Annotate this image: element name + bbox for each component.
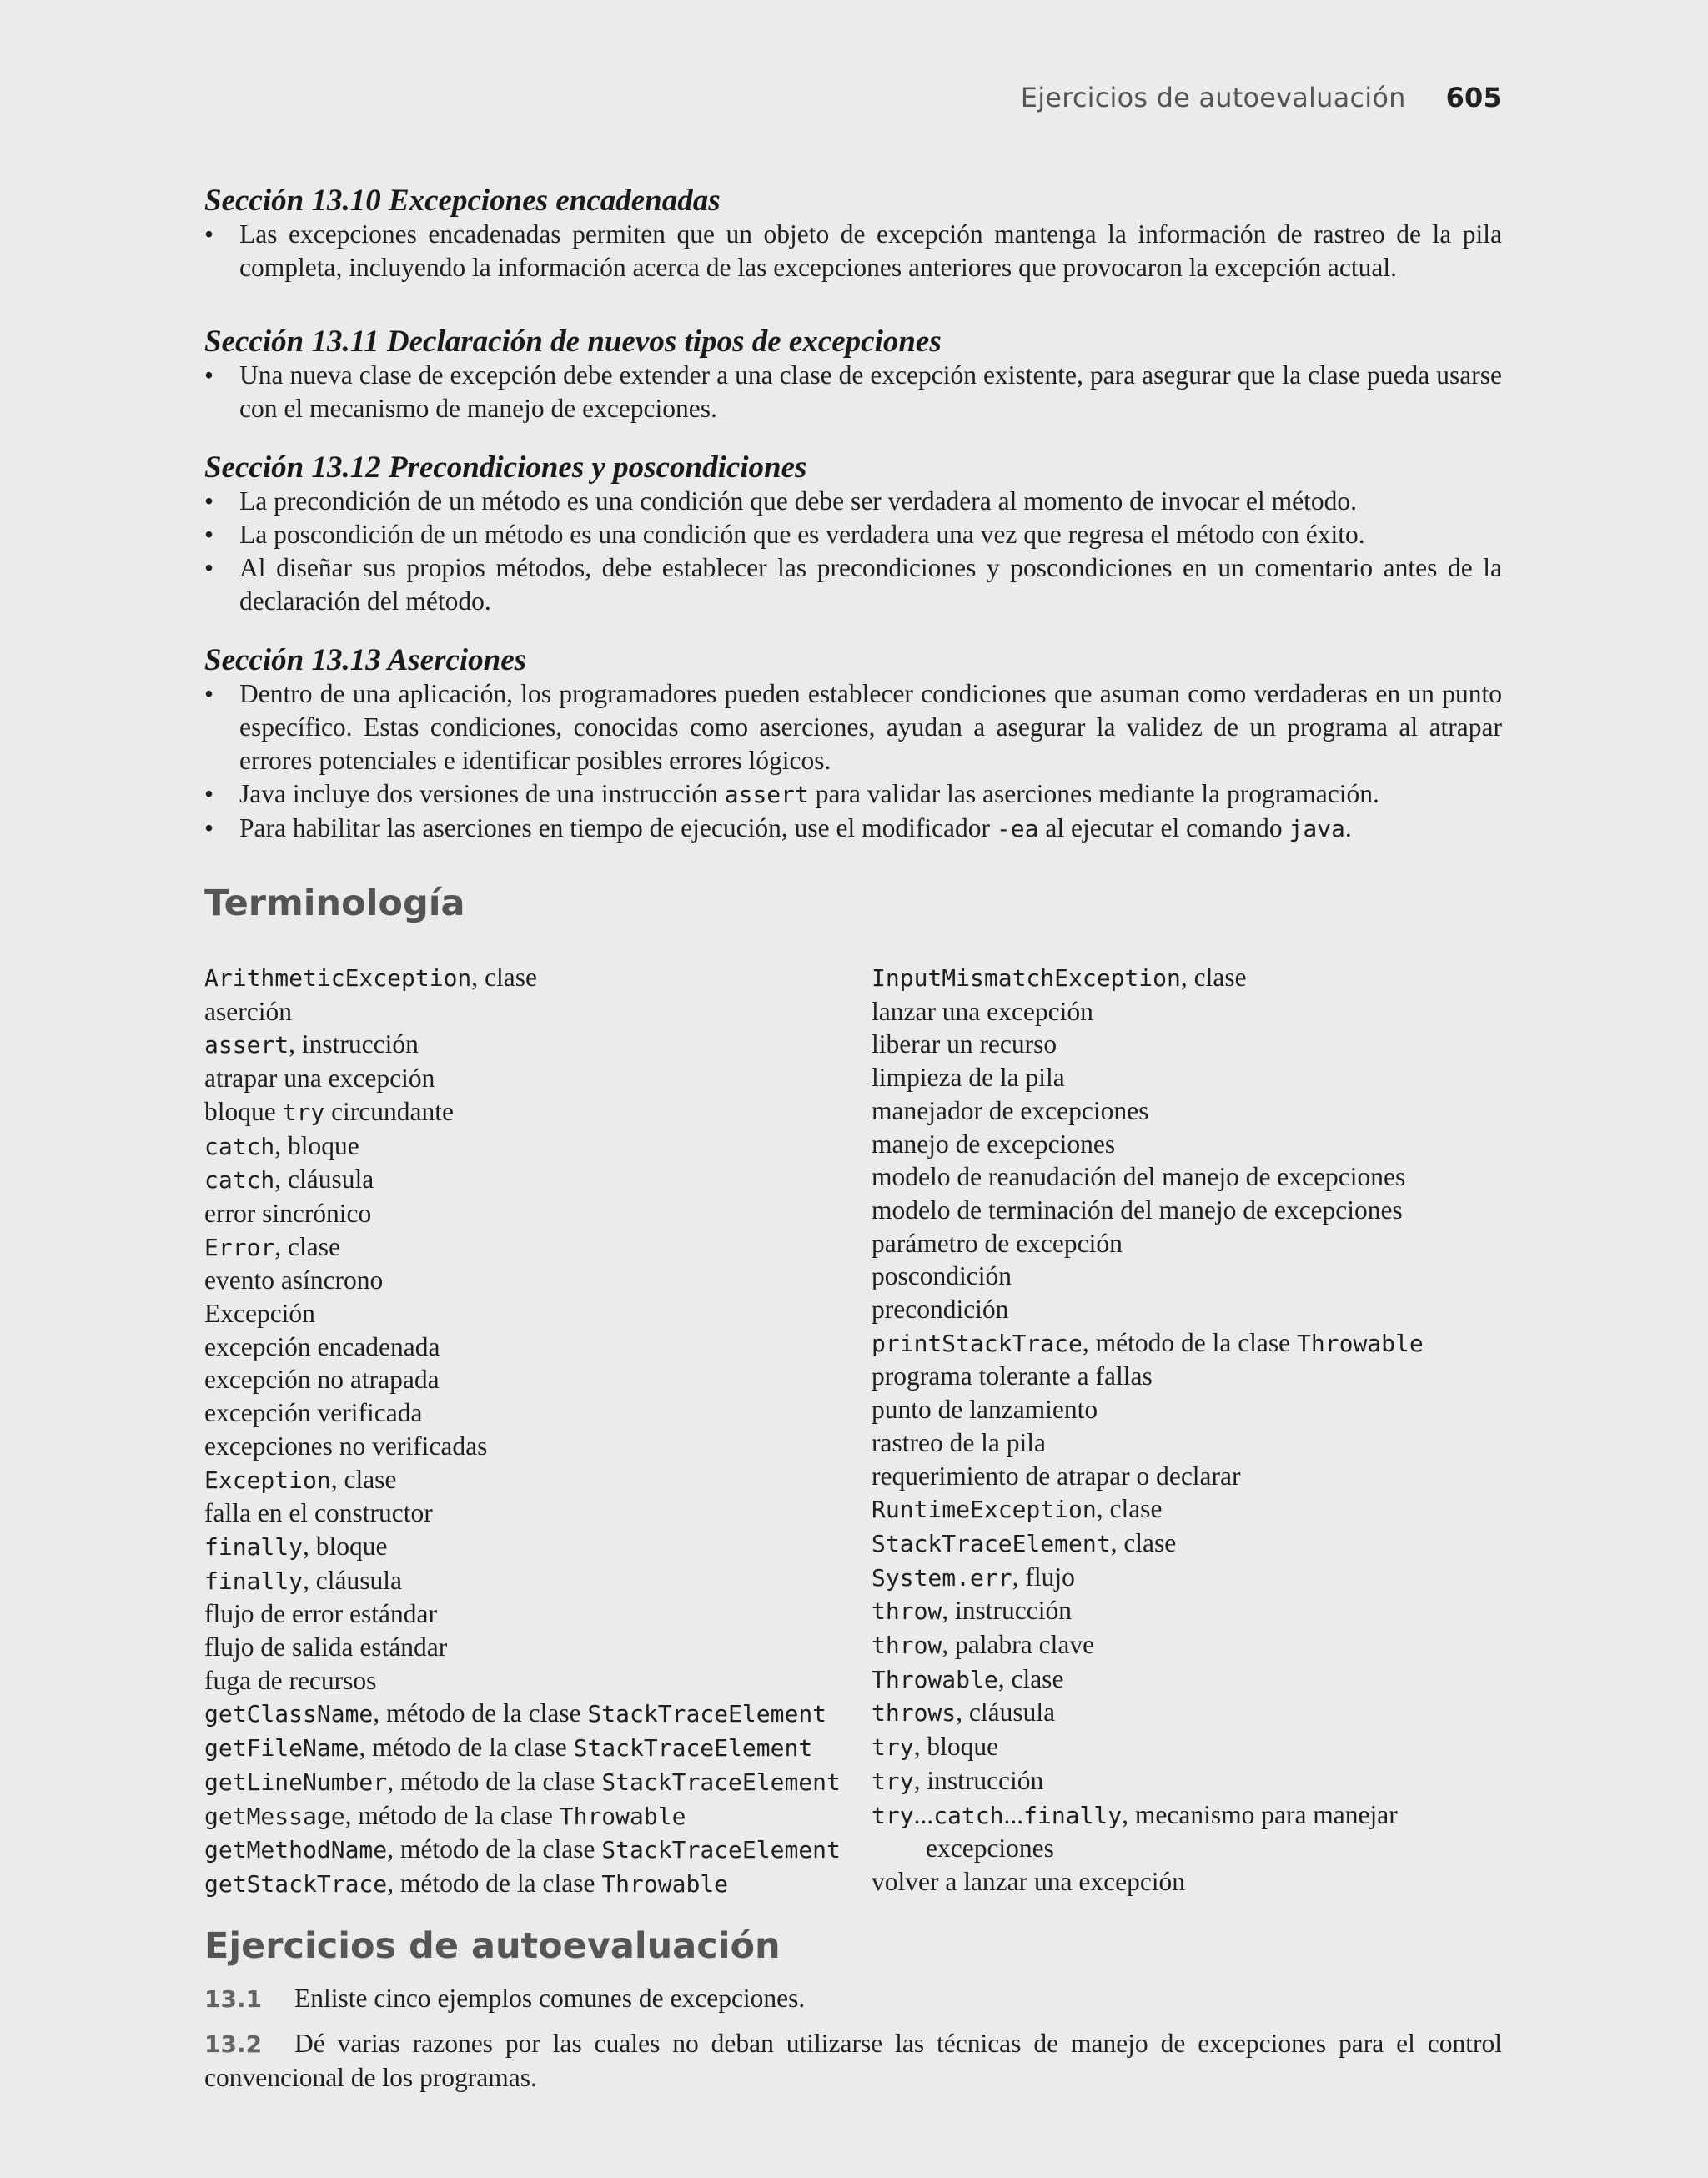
term-code: getLineNumber xyxy=(204,1768,388,1796)
term-text: rastreo de la pila xyxy=(872,1427,1047,1457)
bullet-item xyxy=(204,677,1502,777)
bullet-text: . xyxy=(1344,813,1352,843)
term-entry xyxy=(204,1430,855,1463)
term-entry xyxy=(872,1730,1502,1764)
term-entry xyxy=(204,1799,855,1833)
term-code: StackTraceElement xyxy=(601,1836,841,1864)
section-title: Sección 13.10 Excepciones encadenadas xyxy=(204,184,721,218)
bullet-text: Para habilitar las aserciones en tiempo de ejecución, use el modificador xyxy=(239,813,997,843)
term-text: , método de la clase xyxy=(387,1766,602,1796)
exercise-item xyxy=(204,1982,1502,2016)
term-text: , clase xyxy=(1180,963,1247,992)
term-code: catch xyxy=(933,1801,1004,1829)
term-entry xyxy=(204,1129,855,1164)
term-code: getStackTrace xyxy=(204,1869,388,1898)
term-entry xyxy=(204,1264,855,1297)
bullet-text: Java incluye dos versiones de una instrucción xyxy=(239,779,725,808)
term-entry xyxy=(872,1128,1502,1161)
term-entry xyxy=(872,1160,1502,1194)
term-entry xyxy=(204,1028,855,1062)
term-text: , clase xyxy=(274,1231,341,1261)
term-entry xyxy=(204,961,855,995)
term-entry xyxy=(204,1197,855,1230)
section-13-12 xyxy=(204,451,1502,618)
term-entry xyxy=(204,1297,855,1330)
exercise-text: Dé varias razones por las cuales no deban utilizarse las técnicas de manejo de excepciones para el control convencional de los programas. xyxy=(204,2029,1502,2092)
term-text: liberar un recurso xyxy=(872,1029,1057,1059)
term-entry xyxy=(872,1227,1502,1260)
term-text: manejo de excepciones xyxy=(872,1129,1116,1159)
term-text: circundante xyxy=(324,1096,454,1126)
term-text: , cláusula xyxy=(274,1164,374,1195)
term-text: Excepción xyxy=(204,1299,315,1329)
term-text: excepción encadenada xyxy=(204,1331,440,1361)
term-text: excepción no atrapada xyxy=(204,1365,440,1395)
terminology-column-right xyxy=(872,961,1502,1899)
section-title: Sección 13.12 Precondiciones y poscondiciones xyxy=(204,450,807,485)
term-text: flujo de salida estándar xyxy=(204,1632,448,1662)
term-text: , método de la clase xyxy=(1082,1327,1298,1357)
term-text: bloque xyxy=(204,1096,283,1126)
terminology-heading: Terminología xyxy=(204,883,465,924)
term-entry xyxy=(872,1393,1502,1426)
term-code: Throwable xyxy=(1297,1329,1424,1357)
term-entry xyxy=(204,1230,855,1265)
term-entry xyxy=(872,1594,1502,1628)
term-entry xyxy=(872,1360,1502,1393)
term-entry xyxy=(204,1731,855,1765)
term-entry xyxy=(872,1460,1502,1493)
term-entry xyxy=(204,1833,855,1867)
exercise-item xyxy=(204,2027,1502,2095)
term-text: falla en el constructor xyxy=(204,1498,433,1528)
term-entry xyxy=(204,995,855,1029)
term-text: aserción xyxy=(204,996,292,1026)
term-entry xyxy=(872,1561,1502,1595)
term-text: , instrucción xyxy=(942,1596,1073,1626)
term-entry xyxy=(872,1798,1502,1865)
term-text: evento asíncrono xyxy=(204,1265,384,1295)
term-entry xyxy=(872,1293,1502,1326)
term-entry xyxy=(872,1094,1502,1128)
term-text: , clase xyxy=(330,1464,397,1494)
term-code: StackTraceElement xyxy=(601,1768,841,1796)
term-entry xyxy=(872,1426,1502,1460)
term-entry xyxy=(872,1194,1502,1227)
running-title: Ejercicios de autoevaluación xyxy=(1020,82,1406,113)
term-text: , clase xyxy=(997,1663,1064,1693)
term-text: ... xyxy=(1003,1799,1024,1829)
term-text: modelo de terminación del manejo de excepciones xyxy=(872,1195,1403,1225)
term-text: , método de la clase xyxy=(387,1868,602,1898)
bullet-list xyxy=(204,218,1502,284)
section-13-13 xyxy=(204,644,1502,846)
term-code: printStackTrace xyxy=(872,1329,1083,1357)
term-text: , instrucción xyxy=(913,1765,1044,1795)
term-code: Exception xyxy=(204,1466,331,1494)
bullet-text: Las excepciones encadenadas permiten que un objeto de excepción mantenga la información de rastreo de la pila completa, incluyendo la información acerca de las excepciones anteriores que provocaron la excepción actual. xyxy=(239,219,1502,282)
term-text: programa tolerante a fallas xyxy=(872,1361,1153,1391)
term-code: InputMismatchException xyxy=(872,964,1181,992)
bullet-text: para validar las aserciones mediante la programación. xyxy=(808,779,1379,808)
term-code: StackTraceElement xyxy=(573,1734,813,1763)
term-entry xyxy=(872,1764,1502,1798)
term-text: , flujo xyxy=(1012,1562,1075,1592)
bullet-text: Al diseñar sus propios métodos, debe establecer las precondiciones y poscondiciones en un comentario antes de la declaración del método. xyxy=(239,553,1502,616)
term-code: finally xyxy=(204,1532,304,1561)
term-entry xyxy=(204,1597,855,1631)
bullet-item xyxy=(204,777,1502,812)
term-code: finally xyxy=(204,1567,304,1595)
code-token: -ea xyxy=(996,815,1039,843)
term-text: parámetro de excepción xyxy=(872,1228,1123,1258)
term-text: , clase xyxy=(471,963,538,992)
exercises-heading: Ejercicios de autoevaluación xyxy=(204,1925,781,1967)
term-code: try xyxy=(872,1733,914,1762)
term-code: getMessage xyxy=(204,1802,345,1830)
term-text: requerimiento de atrapar o declarar xyxy=(872,1461,1241,1491)
term-entry xyxy=(204,1664,855,1698)
term-entry xyxy=(204,1396,855,1430)
term-code: throw xyxy=(872,1632,942,1660)
term-code: Throwable xyxy=(872,1665,998,1693)
code-token: assert xyxy=(724,781,809,808)
bullet-item xyxy=(204,359,1502,425)
term-text: , mecanismo para manejar excepciones xyxy=(926,1799,1398,1864)
term-code: System.err xyxy=(872,1563,1012,1592)
term-entry xyxy=(872,995,1502,1029)
term-text: manejador de excepciones xyxy=(872,1095,1149,1125)
term-code: Throwable xyxy=(601,1869,729,1898)
exercise-number: 13.2 xyxy=(204,2030,263,2058)
bullet-text: al ejecutar el comando xyxy=(1038,813,1289,843)
term-entry xyxy=(872,1628,1502,1662)
bullet-item xyxy=(204,485,1502,518)
exercise-text: Enliste cinco ejemplos comunes de excepciones. xyxy=(294,1984,806,2013)
term-text: ... xyxy=(913,1799,934,1829)
term-code: catch xyxy=(204,1132,275,1160)
term-entry xyxy=(872,1865,1502,1899)
term-entry xyxy=(204,1163,855,1197)
section-13-10 xyxy=(204,184,1502,284)
term-entry xyxy=(204,1496,855,1530)
term-text: , cláusula xyxy=(956,1698,1056,1728)
term-code: try xyxy=(872,1801,914,1829)
bullet-list xyxy=(204,677,1502,846)
term-text: , método de la clase xyxy=(387,1834,602,1864)
term-code: StackTraceElement xyxy=(872,1529,1111,1557)
term-text: flujo de error estándar xyxy=(204,1599,437,1629)
term-entry xyxy=(204,1330,855,1364)
term-code: assert xyxy=(204,1031,289,1059)
term-entry xyxy=(204,1095,855,1129)
term-text: , bloque xyxy=(274,1130,359,1160)
term-text: , método de la clase xyxy=(359,1733,574,1763)
term-entry xyxy=(204,1631,855,1664)
term-text: modelo de reanudación del manejo de excepciones xyxy=(872,1162,1406,1192)
term-entry xyxy=(872,961,1502,995)
term-entry xyxy=(872,1061,1502,1094)
term-code: StackTraceElement xyxy=(587,1700,827,1728)
term-text: , bloque xyxy=(913,1732,999,1762)
term-text: limpieza de la pila xyxy=(872,1063,1065,1093)
term-code: Error xyxy=(204,1233,275,1261)
bullet-item xyxy=(204,218,1502,284)
term-text: excepciones no verificadas xyxy=(204,1431,488,1461)
bullet-list xyxy=(204,359,1502,425)
term-code: throw xyxy=(872,1597,942,1626)
term-code: getFileName xyxy=(204,1734,359,1763)
term-text: lanzar una excepción xyxy=(872,996,1093,1026)
term-text: fuga de recursos xyxy=(204,1665,377,1695)
section-title: Sección 13.13 Aserciones xyxy=(204,643,527,677)
term-code: throws xyxy=(872,1699,957,1728)
term-entry xyxy=(872,1696,1502,1730)
bullet-item xyxy=(204,518,1502,551)
term-text: excepción verificada xyxy=(204,1398,423,1428)
term-code: Throwable xyxy=(559,1802,686,1830)
bullet-item xyxy=(204,551,1502,618)
term-text: , clase xyxy=(1110,1527,1177,1557)
term-text: punto de lanzamiento xyxy=(872,1395,1098,1425)
bullet-text: Dentro de una aplicación, los programadores pueden establecer condiciones que asuman como verdaderas en un punto específico. Estas condiciones, conocidas como aserciones, ayudan a asegurar la validez de un programa al atrapar errores potenciales e identificar posibles errores lógicos. xyxy=(239,679,1502,775)
term-code: getMethodName xyxy=(204,1836,388,1864)
term-text: precondición xyxy=(872,1295,1009,1325)
exercise-number: 13.1 xyxy=(204,1985,263,2013)
bullet-text: La poscondición de un método es una condición que es verdadera una vez que regresa el método con éxito. xyxy=(239,520,1365,549)
term-entry xyxy=(872,1527,1502,1561)
term-entry xyxy=(872,1662,1502,1697)
term-text: poscondición xyxy=(872,1261,1012,1291)
section-13-11 xyxy=(204,325,1502,425)
term-code: try xyxy=(282,1098,325,1126)
term-text: , palabra clave xyxy=(942,1630,1095,1660)
term-code: try xyxy=(872,1767,914,1795)
term-entry xyxy=(204,1530,855,1564)
bullet-list xyxy=(204,485,1502,618)
running-head xyxy=(1021,82,1502,113)
term-text: , método de la clase xyxy=(344,1800,560,1830)
term-entry xyxy=(204,1463,855,1497)
term-entry xyxy=(204,1867,855,1901)
page-number: 605 xyxy=(1445,82,1502,113)
bullet-text: Una nueva clase de excepción debe extender a una clase de excepción existente, para asegurar que la clase pueda usarse con el mecanismo de manejo de excepciones. xyxy=(239,360,1502,423)
term-text: volver a lanzar una excepción xyxy=(872,1866,1186,1896)
term-text: , instrucción xyxy=(289,1029,419,1059)
term-text: error sincrónico xyxy=(204,1198,372,1228)
term-text: , bloque xyxy=(303,1531,388,1561)
term-entry xyxy=(204,1564,855,1598)
term-text: , cláusula xyxy=(303,1565,402,1595)
term-entry xyxy=(204,1363,855,1396)
term-code: finally xyxy=(1023,1801,1123,1829)
code-token: java xyxy=(1289,815,1345,843)
term-code: ArithmeticException xyxy=(204,964,472,992)
terminology-column-left xyxy=(204,961,855,1901)
term-text: , método de la clase xyxy=(373,1698,588,1728)
term-entry xyxy=(204,1062,855,1095)
term-code: getClassName xyxy=(204,1700,374,1728)
term-entry xyxy=(872,1028,1502,1061)
term-entry xyxy=(872,1492,1502,1527)
term-entry xyxy=(872,1326,1502,1361)
term-text: , clase xyxy=(1096,1494,1163,1524)
section-title: Sección 13.11 Declaración de nuevos tipos de excepciones xyxy=(204,324,942,359)
bullet-item xyxy=(204,812,1502,846)
term-code: RuntimeException xyxy=(872,1496,1097,1524)
term-text: atrapar una excepción xyxy=(204,1064,435,1094)
term-entry xyxy=(872,1260,1502,1293)
bullet-text: La precondición de un método es una condición que debe ser verdadera al momento de invocar el método. xyxy=(239,486,1358,516)
term-code: catch xyxy=(204,1166,275,1195)
term-entry xyxy=(204,1697,855,1731)
term-entry xyxy=(204,1765,855,1799)
